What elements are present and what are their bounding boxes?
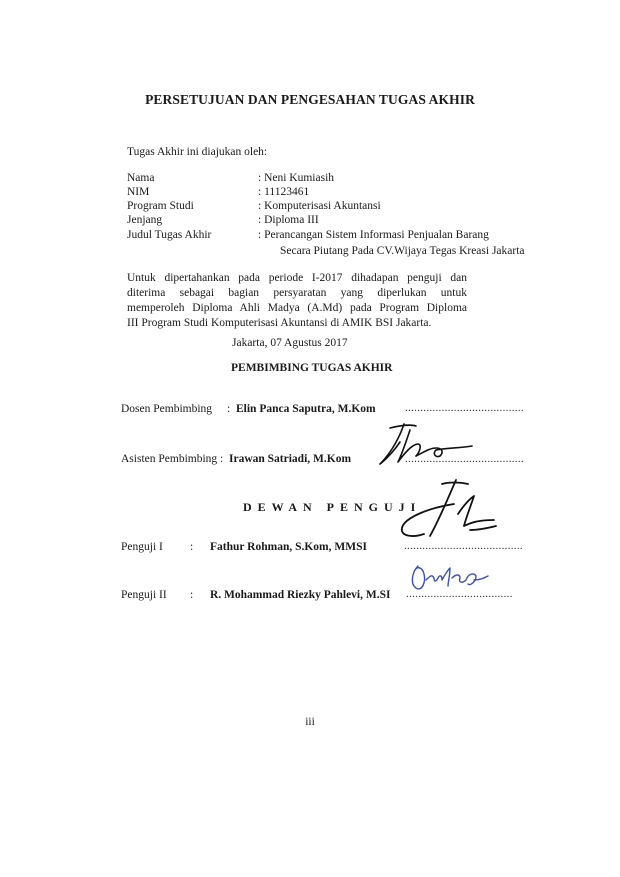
field-label-jenjang: Jenjang [127, 214, 163, 226]
asisten-signature [370, 418, 480, 470]
pembimbing-heading: PEMBIMBING TUGAS AKHIR [231, 362, 393, 374]
penguji2-name: R. Mohammad Riezky Pahlevi, M.SI [210, 589, 391, 601]
date-text: Jakarta, 07 Agustus 2017 [232, 337, 348, 349]
field-label-judul: Judul Tugas Akhir [127, 229, 212, 241]
penguji1-signature-line: ....................................... [404, 540, 523, 552]
field-value-jenjang: : Diploma III [258, 214, 319, 226]
penguji1-colon: : [190, 541, 194, 553]
field-label-nama: Nama [127, 172, 155, 184]
field-value-judul-line2: Secara Piutang Pada CV.Wijaya Tegas Kreasi Jakarta [280, 245, 525, 257]
paragraph-line: diterima sebagai bagian persyaratan yang diperlukan untuk [127, 287, 467, 299]
asisten-name: Irawan Satriadi, M.Kom [229, 453, 352, 465]
penguji2-label: Penguji II [121, 589, 167, 601]
dewan-heading: DEWAN PENGUJI [243, 500, 422, 514]
statement-paragraph [127, 271, 467, 331]
paragraph-line: Untuk dipertahankan pada periode I-2017 dihadapan penguji dan [127, 272, 467, 284]
penguji2-colon: : [190, 589, 194, 601]
intro-text: Tugas Akhir ini diajukan oleh: [127, 146, 268, 158]
field-value-judul: : Perancangan Sistem Informasi Penjualan Barang [258, 229, 489, 241]
asisten-colon: : [220, 453, 224, 465]
field-value-nim: : 11123461 [258, 186, 310, 198]
dosen-name: Elin Panca Saputra, M.Kom [236, 403, 376, 415]
field-value-nama: : Neni Kumiasih [258, 172, 335, 184]
dosen-label: Dosen Pembimbing [121, 403, 213, 415]
asisten-signature-line: ....................................... [405, 453, 524, 465]
paragraph-line: memperoleh Diploma Ahli Madya (A.Md) pada Program Diploma [127, 302, 467, 314]
page-number: iii [305, 716, 315, 728]
dosen-signature-line: ....................................... [405, 402, 524, 414]
penguji2-signature-line: ................................... [406, 588, 513, 600]
asisten-label: Asisten Pembimbing [121, 453, 218, 465]
penguji1-name: Fathur Rohman, S.Kom, MMSI [210, 541, 367, 553]
field-label-program-studi: Program Studi [127, 200, 194, 212]
field-value-program-studi: : Komputerisasi Akuntansi [258, 200, 381, 212]
dosen-colon: : [227, 403, 231, 415]
field-label-nim: NIM [127, 186, 150, 198]
penguji2-signature [404, 558, 494, 594]
paragraph-line: III Program Studi Komputerisasi Akuntansi di AMIK BSI Jakarta. [127, 317, 432, 329]
penguji1-label: Penguji I [121, 541, 163, 553]
penguji1-signature [384, 474, 504, 550]
page-title: PERSETUJUAN DAN PENGESAHAN TUGAS AKHIR [145, 92, 475, 107]
